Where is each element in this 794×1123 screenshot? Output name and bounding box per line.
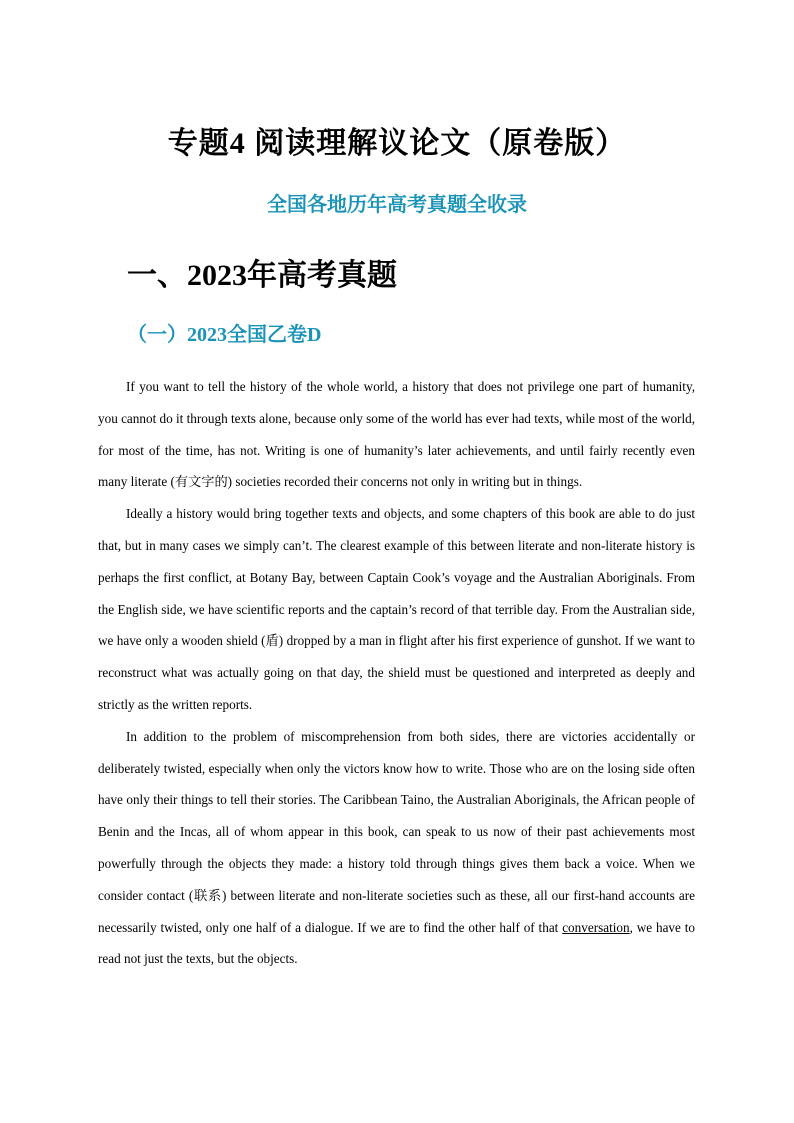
section-heading: 一、2023年高考真题 xyxy=(127,259,397,292)
paragraph-3 xyxy=(98,721,695,975)
paragraph-2: Ideally a history would bring together texts and objects, and some chapters of this book are able to do just that, but in many cases we simply can’t. The clearest example of this between literate and non-literate history is perhaps the first conflict, at Botany Bay, between Captain Cook’s voyage and the Australian Aboriginals. From the English side, we have scientific reports and the captain’s record of that terrible day. From the Australian side, we have only a wooden shield (盾) dropped by a man in flight after his first experience of gunshot. If we want to reconstruct what was actually going on that day, the shield must be questioned and interpreted as deeply and strictly as the written reports. xyxy=(98,506,695,712)
page-title: 专题4 阅读理解议论文（原卷版） xyxy=(167,127,627,160)
subtitle: 全国各地历年高考真题全收录 xyxy=(267,194,527,216)
paragraph-3-text-after: , we have to read not just the texts, but the objects. xyxy=(98,919,695,967)
paragraph-3-text-before: In addition to the problem of miscomprehension from both sides, there are victories accidentally or deliberately twisted, especially when only the victors know how to write. Those who are on the losing side often have only their things to tell their stories. The Caribbean Taino, the Australian Aboriginals, the African people of Benin and the Incas, all of whom appear in this book, can speak to us now of their past achievements most powerfully through the objects they made: a history told through things gives them back a voice. When we consider contact (联系) between literate and non-literate societies such as these, all our first-hand accounts are necessarily twisted, only one half of a dialogue. If we are to find the other half of that xyxy=(98,728,695,935)
passage-body xyxy=(98,371,695,975)
underlined-word: conversation xyxy=(562,919,630,935)
sub-heading: （一）2023全国乙卷D xyxy=(127,324,322,346)
paragraph-1: If you want to tell the history of the whole world, a history that does not privilege one part of humanity, you cannot do it through texts alone, because only some of the world has ever had texts, while most of the world, for most of the time, has not. Writing is one of humanity’s later achievements, and until fairly recently even many literate (有文字的) societies recorded their concerns not only in writing but in things. xyxy=(98,379,695,490)
